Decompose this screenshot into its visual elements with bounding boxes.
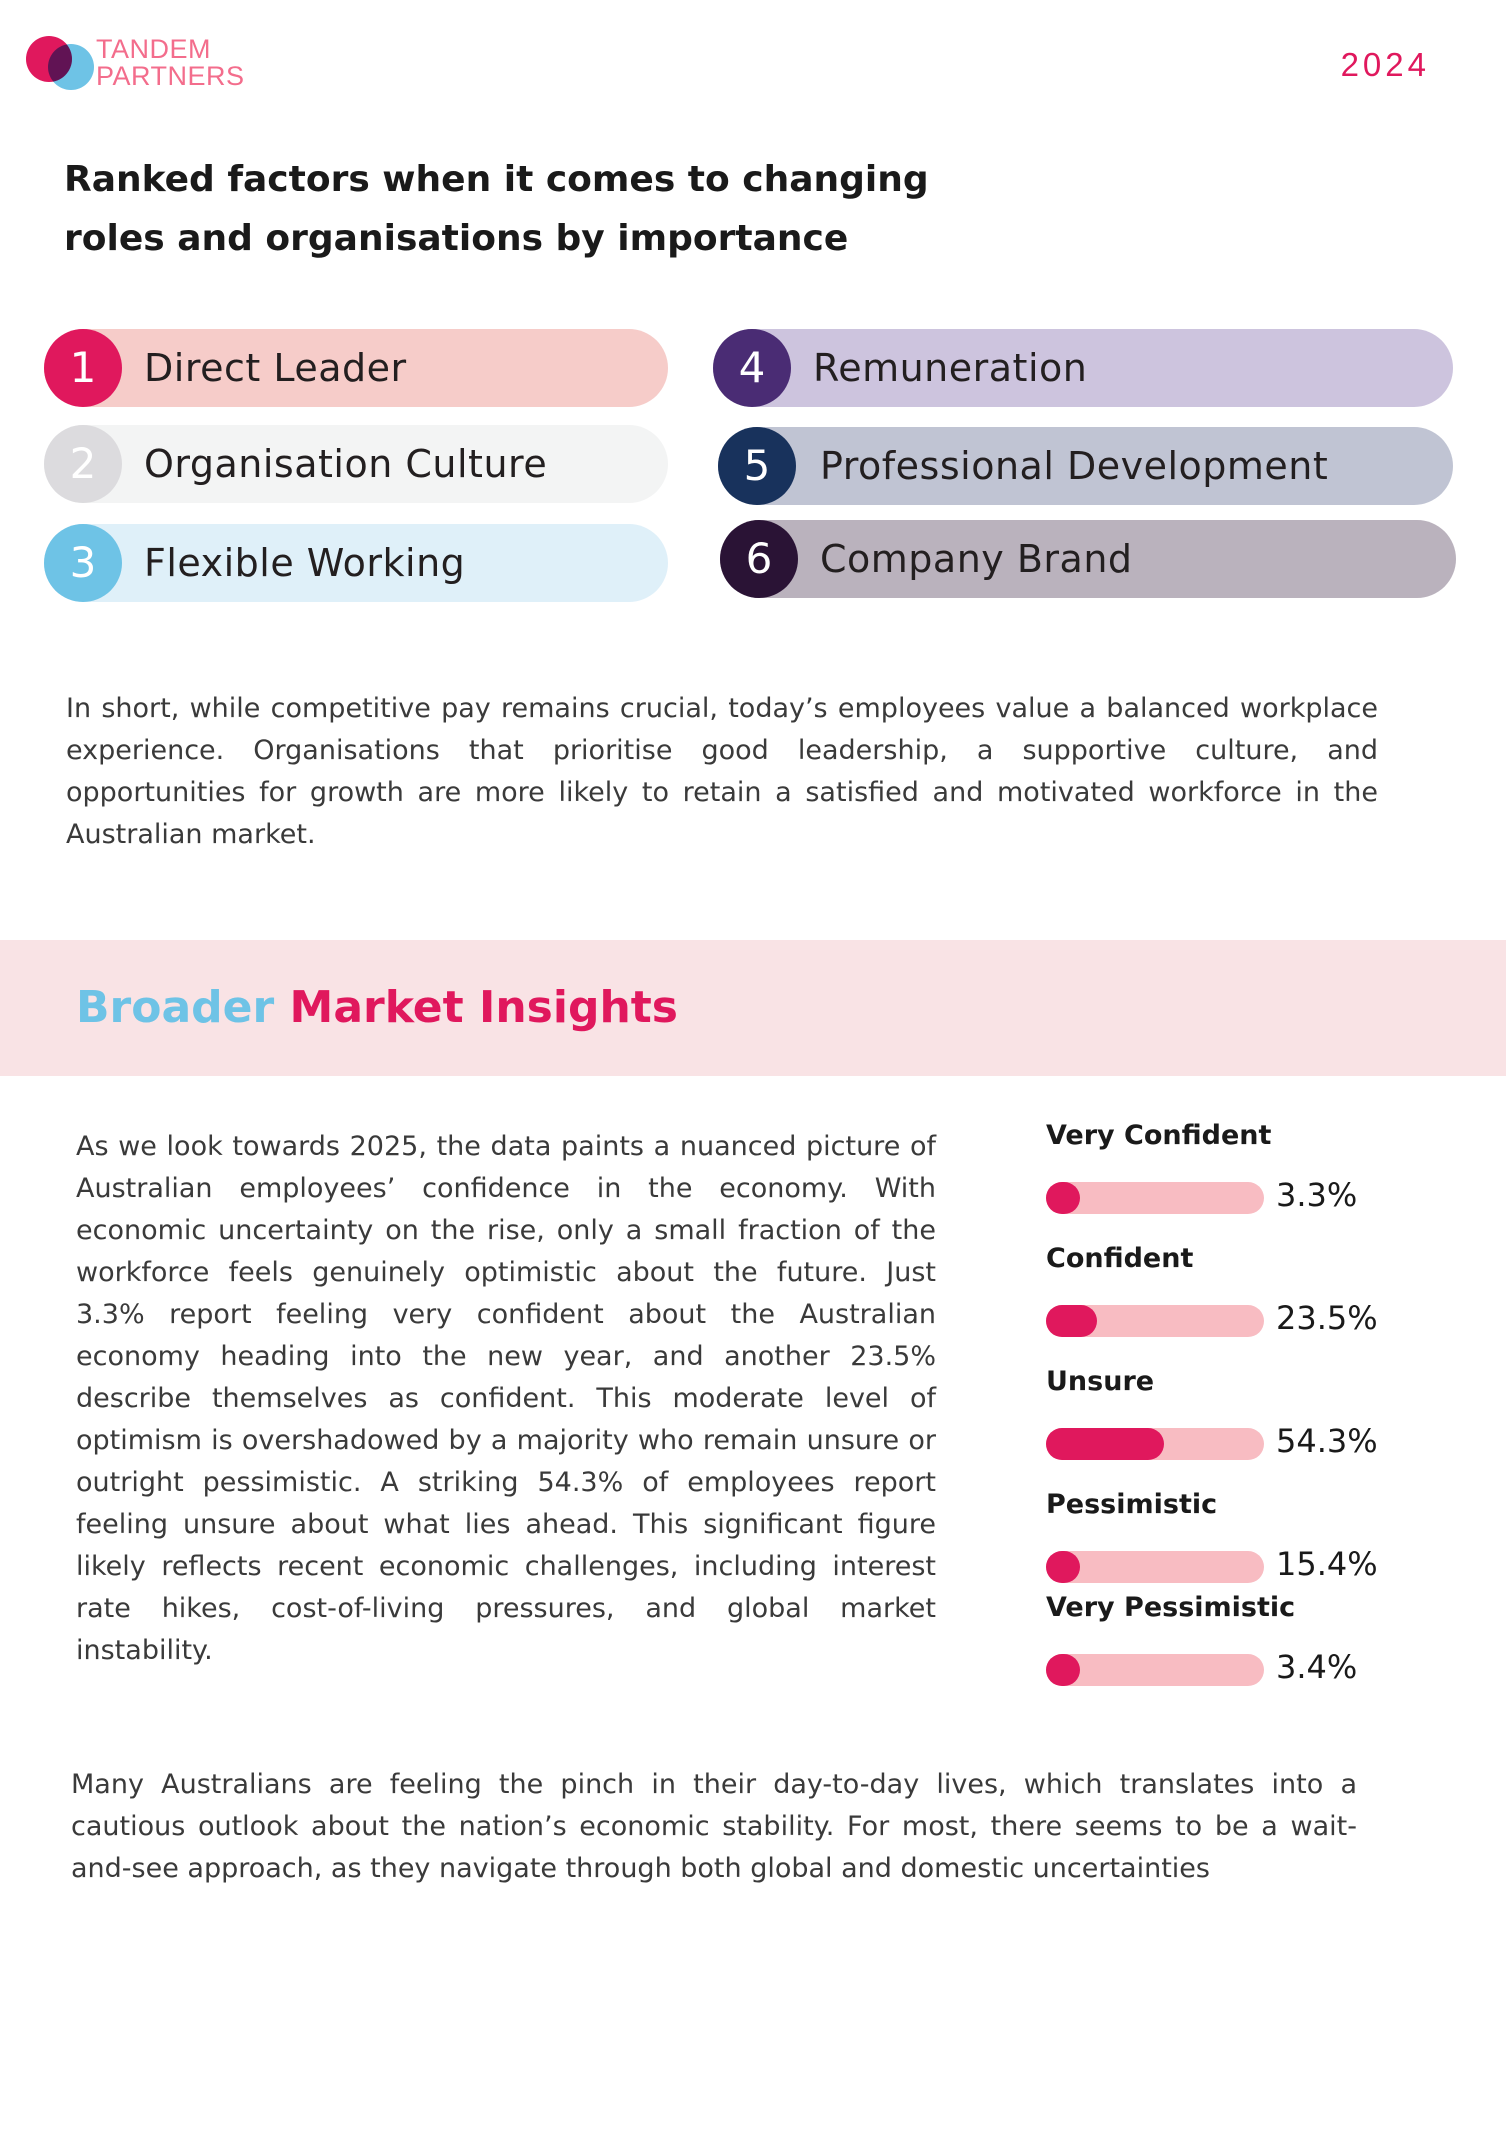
- rank-number: 5: [718, 427, 796, 505]
- rank-number: 4: [713, 329, 791, 407]
- section-title: [76, 940, 678, 1076]
- rank-number: 6: [720, 520, 798, 598]
- value-label: 3.3%: [1276, 1176, 1358, 1214]
- factor-label: Flexible Working: [144, 541, 466, 585]
- factor-label: Direct Leader: [144, 346, 407, 390]
- factor-pill-direct-leader: [44, 329, 668, 407]
- logo-circle-blue: [48, 44, 94, 90]
- bar-track: [1046, 1551, 1264, 1583]
- closing-paragraph: Many Australians are feeling the pinch in their day-to-day lives, which translates into a cautious outlook about the nation’s economic stability. For most, there seems to be a wait-and-see approach, as they navigate through both global and domestic uncertainties: [71, 1769, 1357, 1884]
- tandem-partners-logo: [26, 34, 286, 104]
- insights-paragraph: As we look towards 2025, the data paints a nuanced picture of Australian employees’ confidence in the economy. With economic uncertainty on the rise, only a small fraction of the workforce feels genuinely optimistic about the future. Just 3.3% report feeling very confident about the Australian economy heading into the new year, and another 23.5% describe themselves as confident. This moderate level of optimism is overshadowed by a majority who remain unsure or outright pessimistic. A striking 54.3% of employees report feeling unsure about what lies ahead. This significant figure likely reflects recent economic challenges, including interest rate hikes, cost-of-living pressures, and global market instability.: [76, 1131, 936, 1666]
- bar-track: [1046, 1305, 1264, 1337]
- category-label: Confident: [1046, 1243, 1194, 1274]
- factor-pill-organisation-culture: [44, 425, 668, 503]
- category-label: Pessimistic: [1046, 1489, 1218, 1520]
- bar-fill: [1046, 1182, 1080, 1214]
- bar-track: [1046, 1182, 1264, 1214]
- value-label: 54.3%: [1276, 1422, 1378, 1460]
- logo-wordmark: [96, 36, 245, 90]
- category-label: Very Confident: [1046, 1120, 1272, 1151]
- rank-number: 1: [44, 329, 122, 407]
- section-title-part2: Market Insights: [289, 982, 678, 1033]
- category-label: Very Pessimistic: [1046, 1592, 1296, 1623]
- factor-pill-professional-development: [718, 427, 1453, 505]
- section-header-band: [0, 940, 1506, 1076]
- bar-fill: [1046, 1654, 1080, 1686]
- bar-fill: [1046, 1551, 1080, 1583]
- value-label: 3.4%: [1276, 1648, 1358, 1686]
- factor-label: Professional Development: [820, 444, 1329, 488]
- logo-line-2: PARTNERS: [96, 61, 245, 91]
- rank-number: 3: [44, 524, 122, 602]
- factor-pill-flexible-working: [44, 524, 668, 602]
- factor-pill-remuneration: [713, 329, 1453, 407]
- factor-label: Organisation Culture: [144, 442, 548, 486]
- page-title: Ranked factors when it comes to changing roles and organisations by importance: [64, 159, 929, 259]
- bar-fill: [1046, 1428, 1164, 1460]
- value-label: 15.4%: [1276, 1545, 1378, 1583]
- rank-number: 2: [44, 425, 122, 503]
- category-label: Unsure: [1046, 1366, 1155, 1397]
- bar-track: [1046, 1654, 1264, 1686]
- logo-line-1: TANDEM: [96, 34, 211, 64]
- bar-track: [1046, 1428, 1264, 1460]
- report-year: 2024: [1340, 46, 1430, 83]
- value-label: 23.5%: [1276, 1299, 1378, 1337]
- factor-pill-company-brand: [720, 520, 1456, 598]
- factor-label: Company Brand: [820, 537, 1133, 581]
- intro-paragraph: In short, while competitive pay remains crucial, today’s employees value a balanced workplace experience. Organisations that prioritise good leadership, a supportive culture, and opportunities for growth are more likely to retain a satisfied and motivated workforce in the Australian market.: [66, 693, 1378, 850]
- bar-fill: [1046, 1305, 1097, 1337]
- factor-label: Remuneration: [813, 346, 1088, 390]
- section-title-part1: Broader: [76, 982, 275, 1033]
